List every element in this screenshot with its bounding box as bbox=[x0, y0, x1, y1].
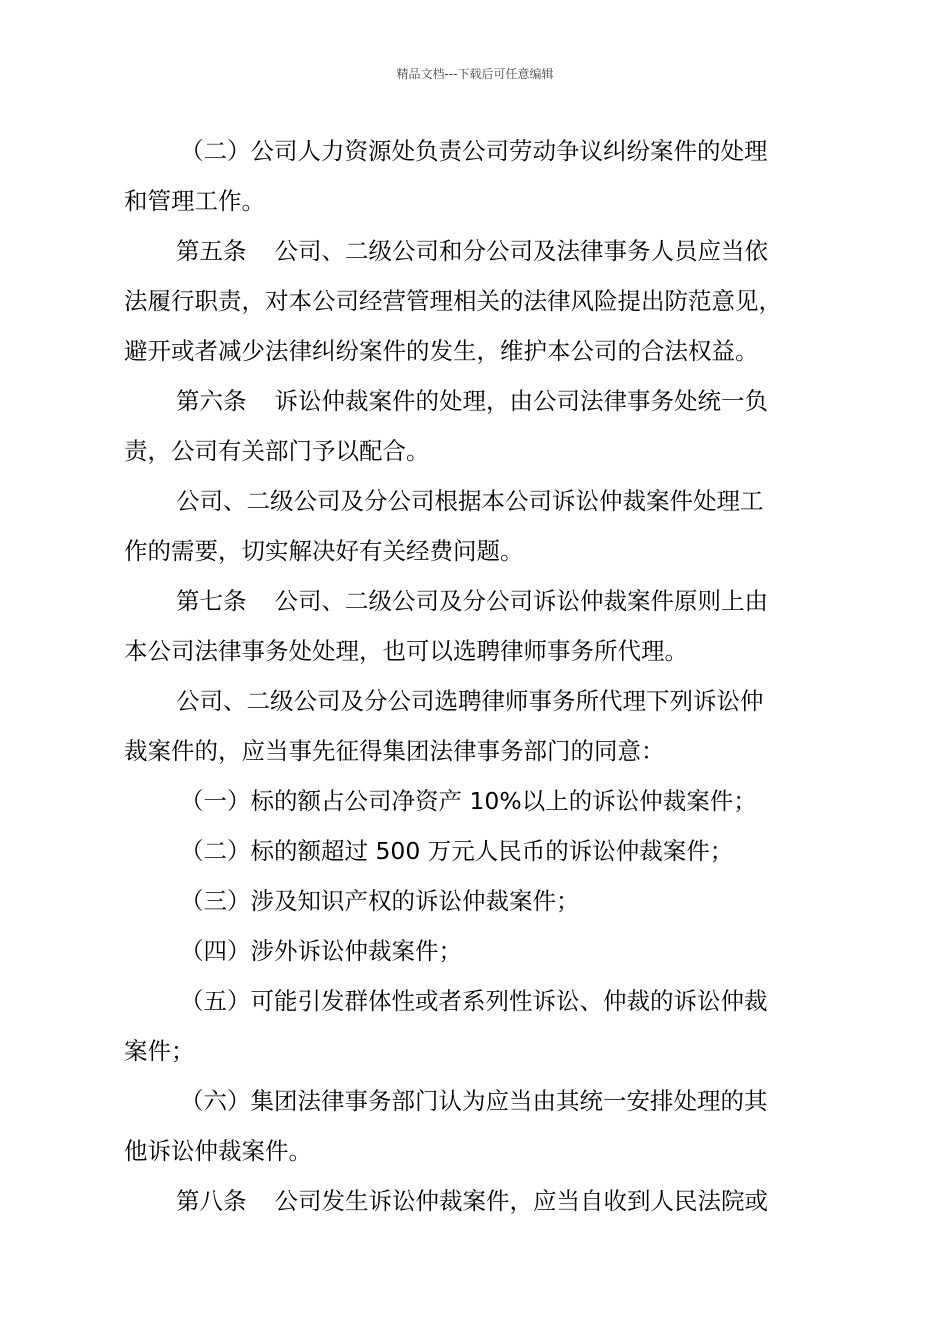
article-line bbox=[124, 376, 836, 426]
list-item: （三）涉及知识产权的诉讼仲裁案件； bbox=[180, 887, 580, 915]
paragraph-line: 本公司法律事务处处理，也可以选聘律师事务所代理。 bbox=[124, 637, 688, 665]
article-number: 第六条 bbox=[176, 387, 247, 415]
article-text: 公司发生诉讼仲裁案件，应当自收到人民法院或 bbox=[274, 1187, 768, 1215]
article-line bbox=[124, 1176, 836, 1226]
paragraph-line: 作的需要，切实解决好有关经费问题。 bbox=[124, 537, 524, 565]
page-header: 精品文档---下载后可任意编辑 bbox=[396, 67, 554, 81]
article-text: 诉讼仲裁案件的处理，由公司法律事务处统一负 bbox=[274, 387, 768, 415]
article-text: 公司、二级公司和分公司及法律事务人员应当依 bbox=[274, 237, 768, 265]
paragraph-line: 责，公司有关部门予以配合。 bbox=[124, 437, 430, 465]
list-item-continuation: 他诉讼仲裁案件。 bbox=[124, 1137, 312, 1165]
paragraph-line: 公司、二级公司及分公司根据本公司诉讼仲裁案件处理工 bbox=[176, 487, 764, 515]
paragraph-line: 法履行职责，对本公司经营管理相关的法律风险提出防范意见， bbox=[124, 287, 782, 315]
document-body bbox=[124, 126, 836, 1226]
list-item: （六）集团法律事务部门认为应当由其统一安排处理的其 bbox=[180, 1087, 768, 1115]
paragraph-line: 和管理工作。 bbox=[124, 187, 265, 215]
article-number: 第七条 bbox=[176, 587, 247, 615]
list-item: （一）标的额占公司净资产 10%以上的诉讼仲裁案件； bbox=[180, 787, 757, 815]
list-item: （五）可能引发群体性或者系列性诉讼、仲裁的诉讼仲裁 bbox=[180, 987, 768, 1015]
list-item: （四）涉外诉讼仲裁案件； bbox=[180, 937, 462, 965]
article-line bbox=[124, 226, 836, 276]
article-text: 公司、二级公司及分公司诉讼仲裁案件原则上由 bbox=[274, 587, 768, 615]
list-item-continuation: 案件； bbox=[124, 1037, 195, 1065]
article-number: 第八条 bbox=[176, 1187, 247, 1215]
article-number: 第五条 bbox=[176, 237, 247, 265]
paragraph-line: （二）公司人力资源处负责公司劳动争议纠纷案件的处理 bbox=[180, 137, 768, 165]
article-line bbox=[124, 576, 836, 626]
paragraph-line: 公司、二级公司及分公司选聘律师事务所代理下列诉讼仲 bbox=[176, 687, 764, 715]
paragraph-line: 裁案件的，应当事先征得集团法律事务部门的同意： bbox=[124, 737, 665, 765]
paragraph-line: 避开或者减少法律纠纷案件的发生，维护本公司的合法权益。 bbox=[124, 337, 759, 365]
list-item: （二）标的额超过 500 万元人民币的诉讼仲裁案件； bbox=[180, 837, 734, 865]
